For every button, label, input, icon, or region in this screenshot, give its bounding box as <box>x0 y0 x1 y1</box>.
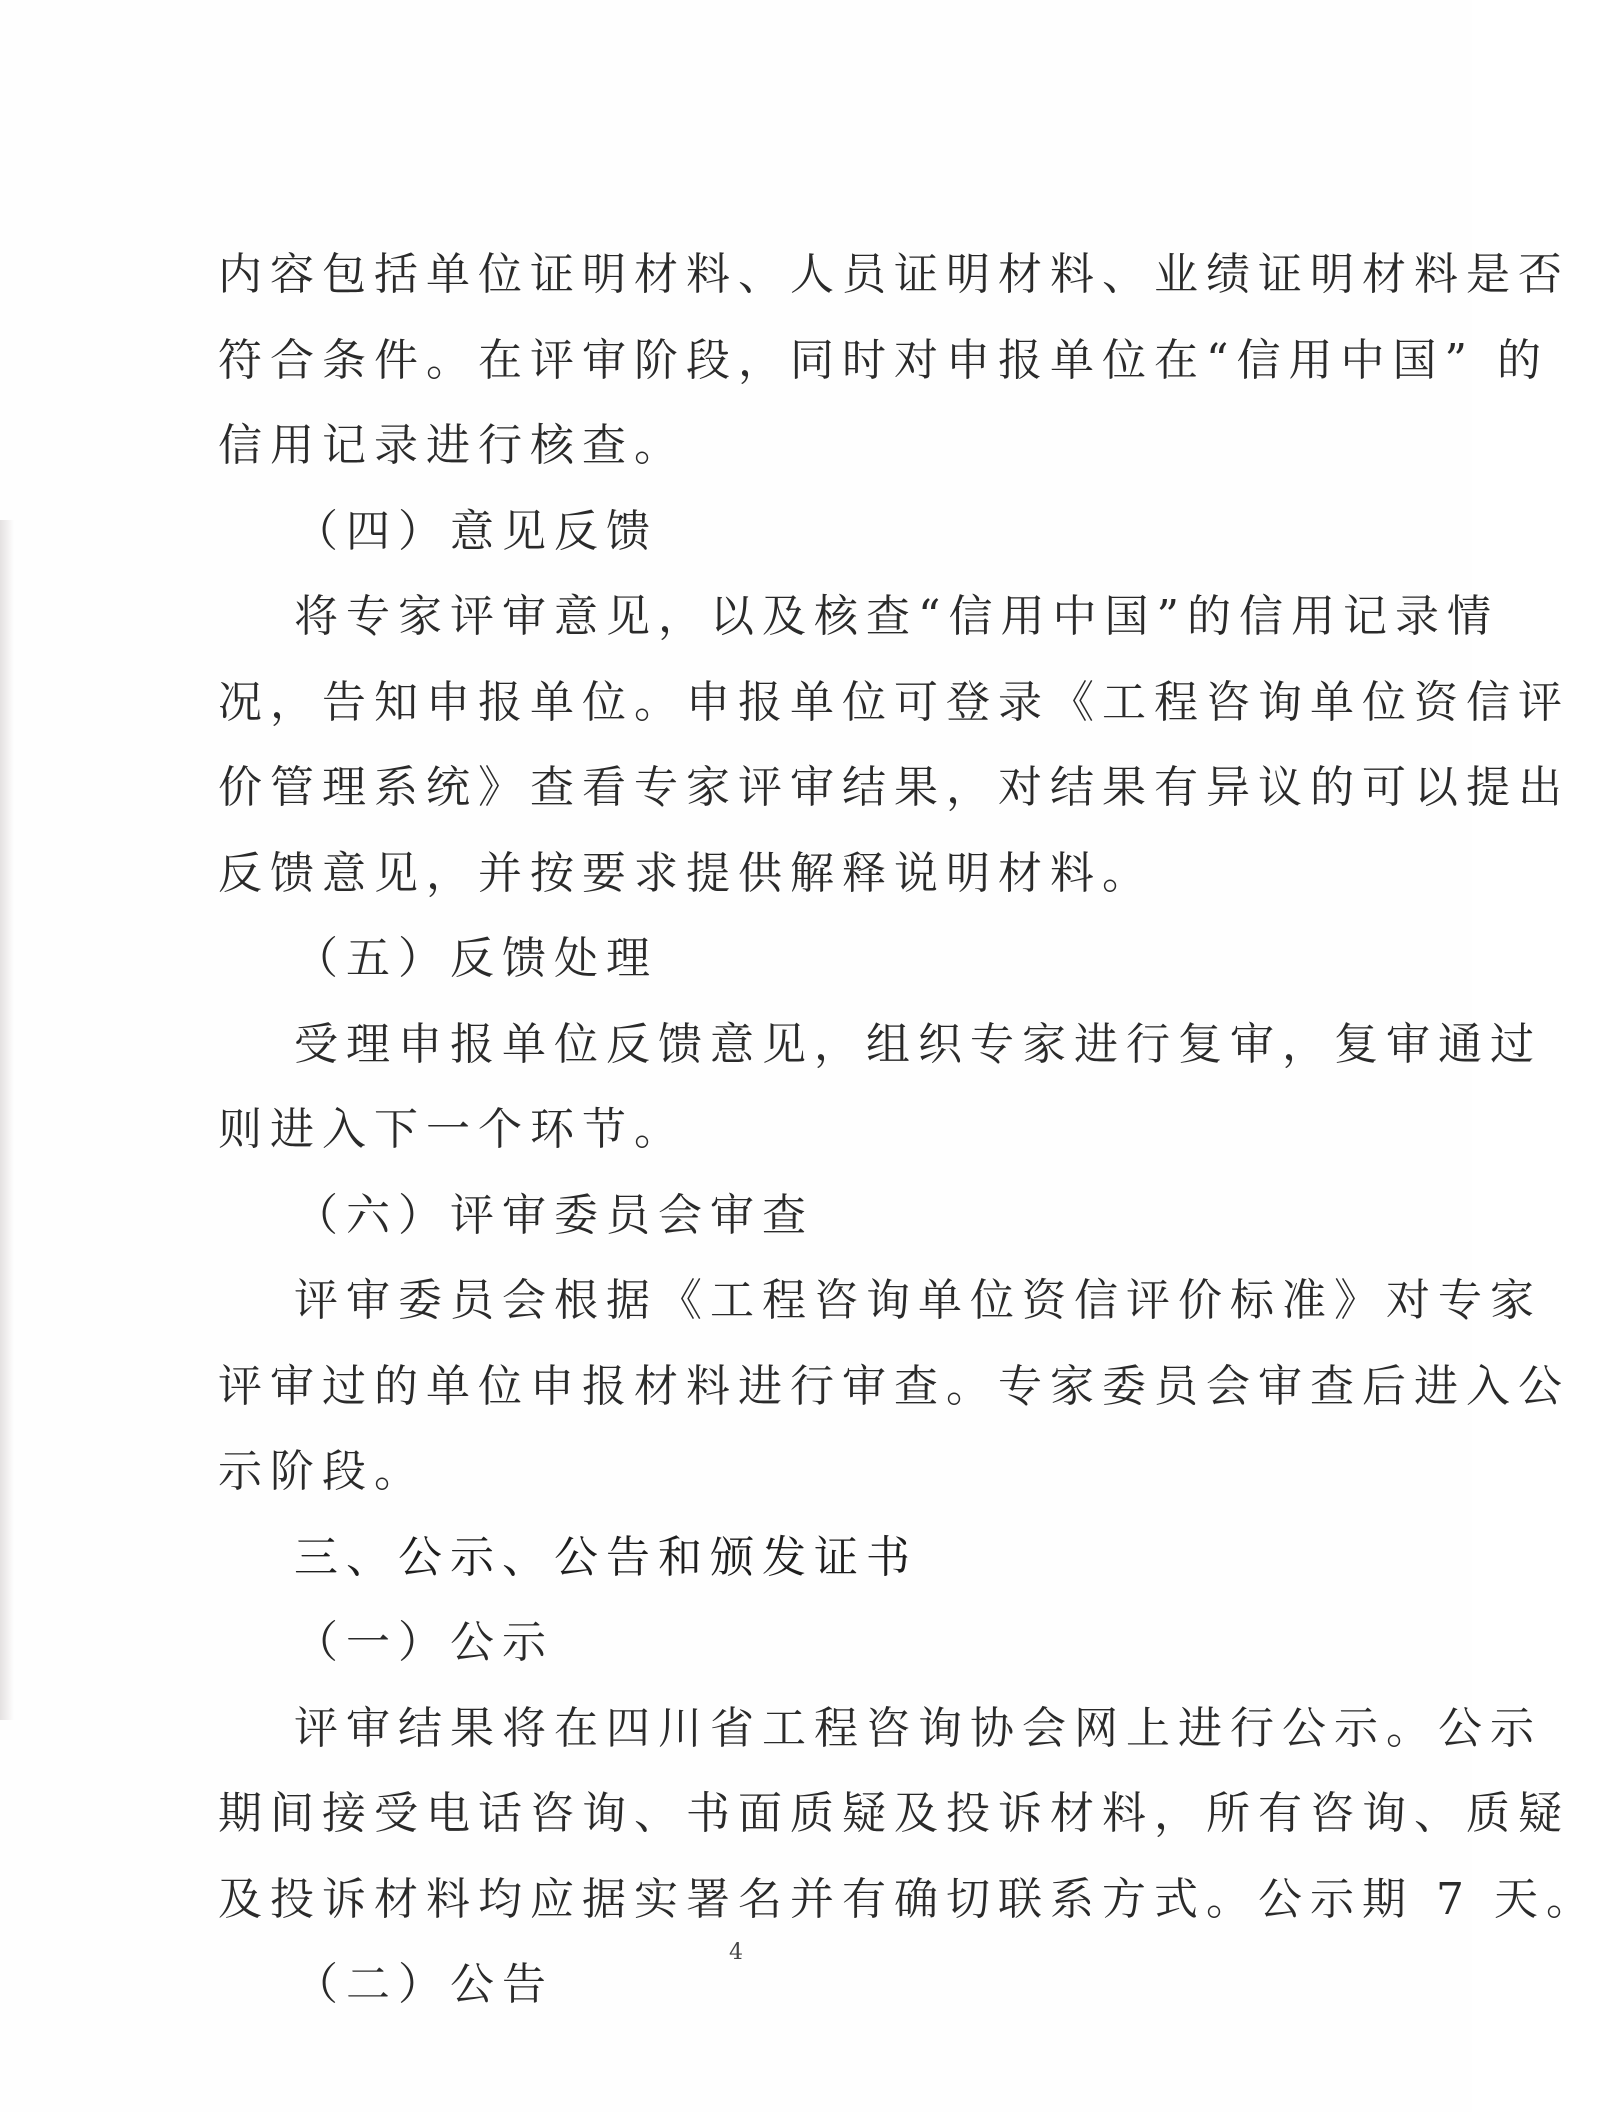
page-number: 4 <box>729 1940 743 1965</box>
scan-edge-shadow <box>0 520 14 1720</box>
body-text-line: 评审过的单位申报材料进行审查。专家委员会审查后进入公 <box>218 1360 1570 1412</box>
body-text-line: 信用记录进行核查。 <box>218 420 686 471</box>
subheading-line: （六）评审委员会审查 <box>294 1189 814 1241</box>
subheading-line: （二）公告 <box>294 1959 554 2010</box>
document-body <box>218 232 1598 2028</box>
body-text-line: 将专家评审意见，以及核查“信用中国”的信用记录情 <box>294 591 1499 642</box>
body-text-line: 示阶段。 <box>218 1446 426 1497</box>
subheading-line: （五）反馈处理 <box>294 933 658 984</box>
body-text-line: 价管理系统》查看专家评审结果，对结果有异议的可以提出 <box>218 762 1570 813</box>
body-text-line: 则进入下一个环节。 <box>218 1104 686 1155</box>
body-text-line: 反馈意见，并按要求提供解释说明材料。 <box>218 847 1154 899</box>
body-text-line: 评审委员会根据《工程咨询单位资信评价标准》对专家 <box>294 1275 1542 1326</box>
subheading-line: （四）意见反馈 <box>294 505 658 557</box>
body-text-line: 符合条件。在评审阶段，同时对申报单位在“信用中国” 的 <box>218 334 1549 386</box>
body-text-line: 内容包括单位证明材料、人员证明材料、业绩证明材料是否 <box>218 249 1570 300</box>
body-text-line: 受理申报单位反馈意见，组织专家进行复审，复审通过 <box>294 1018 1542 1070</box>
subheading-line: （一）公示 <box>294 1617 554 1668</box>
heading-line: 三、公示、公告和颁发证书 <box>294 1531 918 1583</box>
body-text-line: 期间接受电话咨询、书面质疑及投诉材料，所有咨询、质疑 <box>218 1788 1570 1839</box>
body-text-line: 及投诉材料均应据实署名并有确切联系方式。公示期 7 天。 <box>218 1873 1598 1925</box>
body-text-line: 评审结果将在四川省工程咨询协会网上进行公示。公示 <box>294 1702 1542 1754</box>
body-text-line: 况，告知申报单位。申报单位可登录《工程咨询单位资信评 <box>218 676 1570 728</box>
